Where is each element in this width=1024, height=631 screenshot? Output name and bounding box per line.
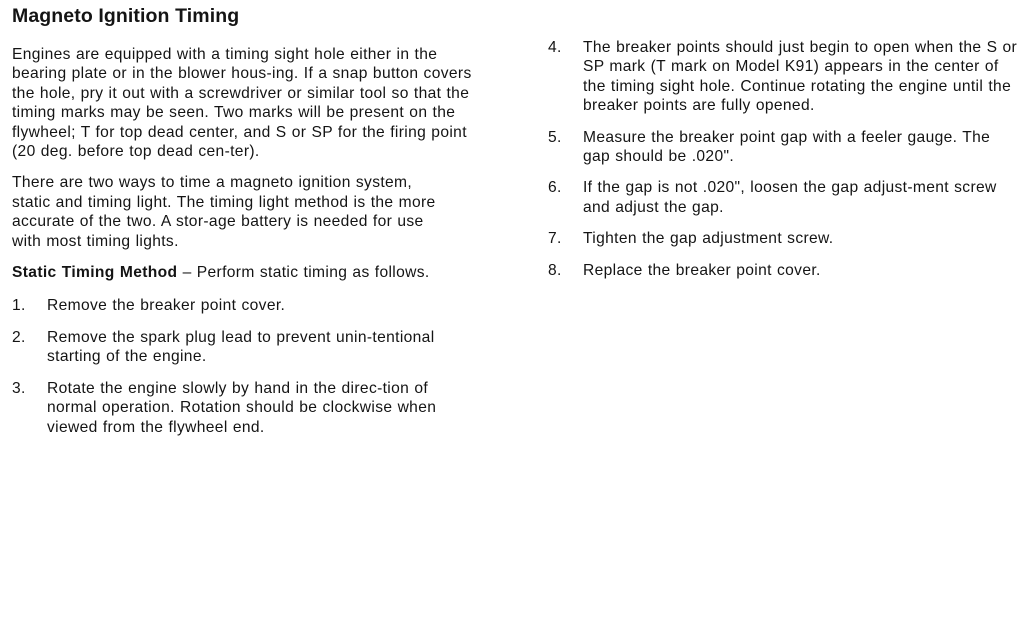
- step-text: Replace the breaker point cover.: [583, 261, 821, 279]
- static-method-text: – Perform static timing as follows.: [177, 264, 430, 282]
- right-column: [548, 38, 1018, 292]
- step-number: 3.: [12, 379, 26, 397]
- list-item: [12, 379, 482, 437]
- step-number: 5.: [548, 128, 562, 146]
- step-number: 8.: [548, 261, 562, 279]
- methods-paragraph: [12, 173, 452, 251]
- step-number: 1.: [12, 297, 26, 315]
- list-item: [548, 128, 1018, 167]
- step-text: Remove the spark plug lead to prevent unin-tentional starting of the engine.: [47, 328, 435, 366]
- step-text: The breaker points should just begin to open when the S or SP mark (T mark on Model K91) appears in the center of the timing sight hole. Continue rotating the engine until the breaker points are fully opened.: [583, 39, 1018, 115]
- methods-text: There are two ways to time a magneto ignition system, static and timing light. The timing light method is the more accurate of the two. A stor-age battery is needed for use with most timing lights.: [12, 174, 436, 250]
- static-method-heading: Static Timing Method: [12, 264, 178, 282]
- step-text: Rotate the engine slowly by hand in the direc-tion of normal operation. Rotation should be clockwise when viewed from the flywheel end.: [47, 379, 437, 436]
- steps-list-left: [12, 296, 482, 436]
- page-title: Magneto Ignition Timing: [12, 5, 240, 27]
- steps-list-right: [548, 38, 1018, 280]
- list-item: [548, 38, 1018, 116]
- step-number: 4.: [548, 39, 562, 56]
- intro-paragraph: [12, 45, 482, 161]
- step-text: Tighten the gap adjustment screw.: [583, 230, 834, 248]
- list-item: [548, 178, 1018, 217]
- step-text: Remove the breaker point cover.: [47, 297, 286, 315]
- left-column: [12, 45, 492, 449]
- step-number: 6.: [548, 179, 562, 197]
- step-number: 2.: [12, 328, 26, 346]
- static-method-paragraph: [12, 263, 472, 282]
- list-item: [548, 229, 1018, 248]
- step-number: 7.: [548, 230, 562, 248]
- step-text: If the gap is not .020", loosen the gap adjust-ment screw and adjust the gap.: [583, 179, 997, 216]
- intro-text: Engines are equipped with a timing sight hole either in the bearing plate or in the blower hous-ing. If a snap button covers the hole, pry it out with a screwdriver or similar tool so that the timing marks may be seen. Two marks will be present on the flywheel; T for top dead center, and S or SP for the firing point (20 deg. before top dead cen-ter).: [12, 46, 472, 161]
- list-item: [12, 296, 482, 315]
- list-item: [12, 328, 482, 367]
- step-text: Measure the breaker point gap with a feeler gauge. The gap should be .020".: [583, 128, 991, 166]
- list-item: [548, 261, 1018, 280]
